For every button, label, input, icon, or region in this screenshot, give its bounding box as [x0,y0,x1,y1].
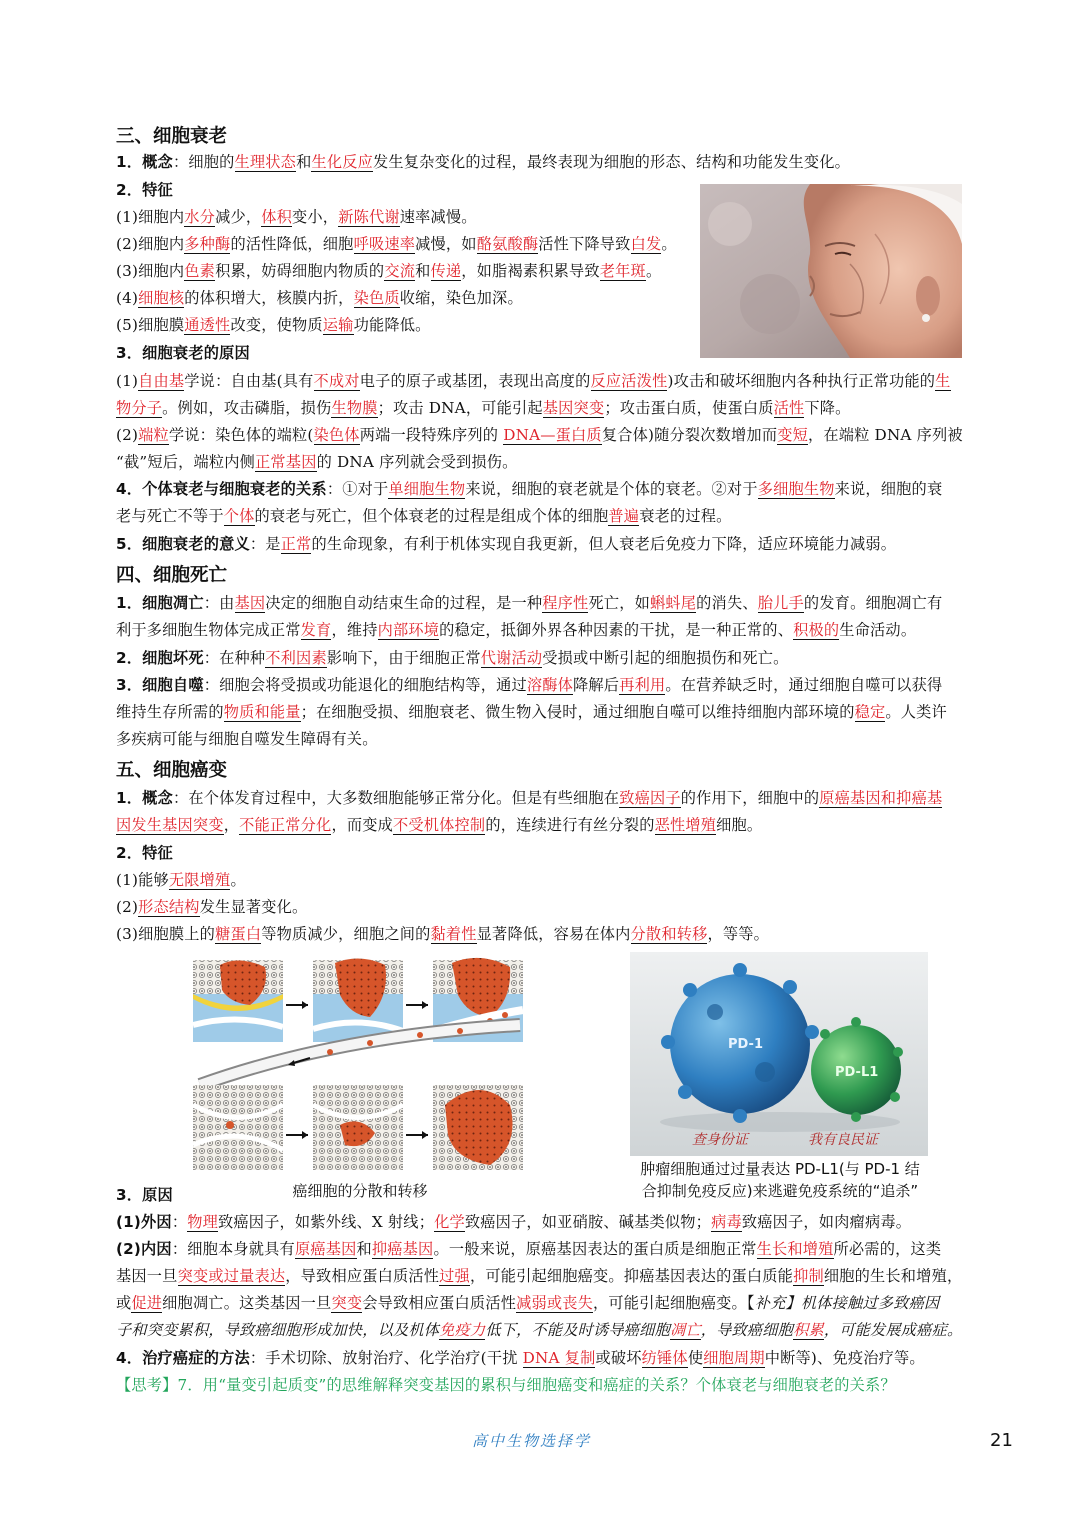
aging-causes-label: 3．细胞衰老的原因 [116,344,250,362]
internal-causes-line-4: 子和突变累积，导致癌细胞形成加快，以及机体免疫力低下，不能及时诱导癌细胞凋亡，导致癌细胞积累，可能发展成癌症。 [116,1321,963,1339]
aging-feature-2: (2)细胞内多种酶的活性降低，细胞呼吸速率减慢，如酪氨酸酶活性下降导致白发。 [116,235,677,253]
metastasis-stage-2 [313,958,403,1042]
necrosis: 2．细胞坏死：在种种不利因素影响下，由于细胞正常代谢活动受损或中断引起的细胞损伤和死亡。 [116,649,789,667]
individual-vs-cell-aging-line-1: 4．个体衰老与细胞衰老的关系：①对于单细胞生物来说，细胞的衰老就是个体的衰老。②对于多细胞生物来说，细胞的衰 [116,480,943,498]
check-id-text: 查身份证 [692,1132,748,1148]
cancer-feature-3: (3)细胞膜上的糖蛋白等物质减少，细胞之间的黏着性显著降低，容易在体内分散和转移，等等。 [116,925,770,943]
good-citizen-text: 我有良民证 [808,1132,878,1148]
individual-vs-cell-aging-line-2: 老与死亡不等于个体的衰老与死亡，但个体衰老的过程是组成个体的细胞普遍衰老的过程。 [116,507,732,525]
pd1-caption: 肿瘤细胞通过过量表达 PD-L1(与 PD-1 结 合抑制免疫反应)来逃避免疫系统的“追杀” [640,1160,920,1200]
cancer-causes-label: 3．原因 [116,1186,173,1204]
metastasis-caption: 癌细胞的分散和转移 [292,1182,428,1200]
autophagy-line-1: 3．细胞自噬：细胞会将受损或功能退化的细胞结构等，通过溶酶体降解后再利用。在营养缺乏时，通过细胞自噬可以获得 [116,676,943,694]
telomere-theory-line-1: (2)端粒学说：染色体的端粒(染色体两端一段特殊序列的 DNA—蛋白质复合体)随分裂次数增加而变短，在端粒 DNA 序列被 [116,426,963,444]
metastasis-stage-6 [433,1085,523,1170]
cancer-treatment: 4．治疗癌症的方法：手术切除、放射治疗、化学治疗(干扰 DNA 复制或破坏纺锤体使细胞周期中断等)、免疫治疗等。 [116,1349,925,1367]
aging-feature-5: (5)细胞膜通透性改变，使物质运输功能降低。 [116,316,431,334]
metastasis-stage-5 [313,1085,403,1170]
cancer-features-label: 2．特征 [116,844,173,862]
internal-causes-line-3: 或促进细胞凋亡。这类基因一旦突变会导致相应蛋白质活性减弱或丧失，可能引起细胞癌变。【补充】机体接触过多致癌因 [116,1294,940,1312]
free-radical-theory-line-1: (1)自由基学说：自由基(具有不成对电子的原子或基团，表现出高度的反应活泼性)攻击和破坏细胞内各种执行正常功能的生 [116,372,951,390]
apoptosis-line-1: 1．细胞凋亡：由基因决定的细胞自动结束生命的过程，是一种程序性死亡，如蝌蚪尾的消失、胎儿手的发育。细胞凋亡有 [116,594,943,612]
pdl1-label: PD-L1 [835,1065,879,1080]
aging-features-label: 2．特征 [116,181,173,199]
apoptosis-line-2: 利于多细胞生物体完成正常发育，维持内部环境的稳定，抵御外界各种因素的干扰，是一种正常的、积极的生命活动。 [116,621,917,639]
cancer-feature-2: (2)形态结构发生显著变化。 [116,898,308,916]
metastasis-stage-4 [193,1085,283,1170]
autophagy-line-2: 维持生存所需的物质和能量；在细胞受损、细胞衰老、微生物入侵时，通过细胞自噬可以维持细胞内部环境的稳定。人类许 [116,703,947,721]
footer-title: 高中生物选择学 [472,1432,592,1450]
section-heading-cancer: 五、细胞癌变 [116,760,228,781]
aging-significance: 5．细胞衰老的意义：是正常的生命现象，有利于机体实现自我更新，但人衰老后免疫力下降，适应环境能力减弱。 [116,535,897,553]
cancer-concept-line-2: 因发生基因突变，不能正常分化，而变成不受机体控制的，连续进行有丝分裂的恶性增殖细胞。 [116,816,763,834]
internal-causes-line-1: (2)内因：细胞本身就具有原癌基因和抑癌基因。一般来说，原癌基因表达的蛋白质是细胞正常生长和增殖所必需的，这类 [116,1240,942,1258]
aging-feature-3: (3)细胞内色素积累，妨碍细胞内物质的交流和传递，如脂褐素积累导致老年斑。 [116,262,662,280]
telomere-theory-line-2: “截”短后，端粒内侧正常基因的 DNA 序列就会受到损伤。 [116,453,518,471]
metastasis-stage-1 [193,960,283,1042]
cancer-metastasis-diagram [190,955,525,1175]
think-question: 【思考】7．用“量变引起质变”的思维解释突变基因的累积与细胞癌变和癌症的关系？个体衰老与细胞衰老的关系？ [116,1376,896,1394]
cancer-feature-1: (1)能够无限增殖。 [116,871,246,889]
free-radical-theory-line-2: 物分子。例如，攻击磷脂，损伤生物膜；攻击 DNA，可能引起基因突变；攻击蛋白质，使蛋白质活性下降。 [116,399,851,417]
aging-concept: 1．概念：细胞的生理状态和生化反应发生复杂变化的过程，最终表现为细胞的形态、结构和功能发生变化。 [116,153,851,171]
aging-feature-1: (1)细胞内水分减少，体积变小，新陈代谢速率减慢。 [116,208,477,226]
cancer-concept-line-1: 1．概念：在个体发育过程中，大多数细胞能够正常分化。但是有些细胞在致癌因子的作用下，细胞中的原癌基因和抑癌基 [116,789,943,807]
aging-feature-4: (4)细胞核的体积增大，核膜内折，染色质收缩，染色加深。 [116,289,523,307]
page-number: 21 [990,1430,1013,1451]
section-heading-death: 四、细胞死亡 [116,565,228,586]
internal-causes-line-2: 基因一旦突变或过量表达，导致相应蛋白质活性过强，可能引起细胞癌变。抑癌基因表达的蛋白质能抑制细胞的生长和增殖， [116,1267,963,1285]
autophagy-line-3: 多疾病可能与细胞自噬发生障碍有关。 [116,730,378,748]
section-heading-aging: 三、细胞衰老 [116,126,228,147]
pd1-label: PD-1 [728,1037,764,1052]
external-causes: (1)外因：物理致癌因子，如紫外线、X 射线；化学致癌因子，如亚硝胺、碱基类似物；病毒致癌因子，如肉瘤病毒。 [116,1213,912,1231]
elderly-woman-photo [700,184,962,358]
pd1-pdl1-illustration [630,952,928,1156]
